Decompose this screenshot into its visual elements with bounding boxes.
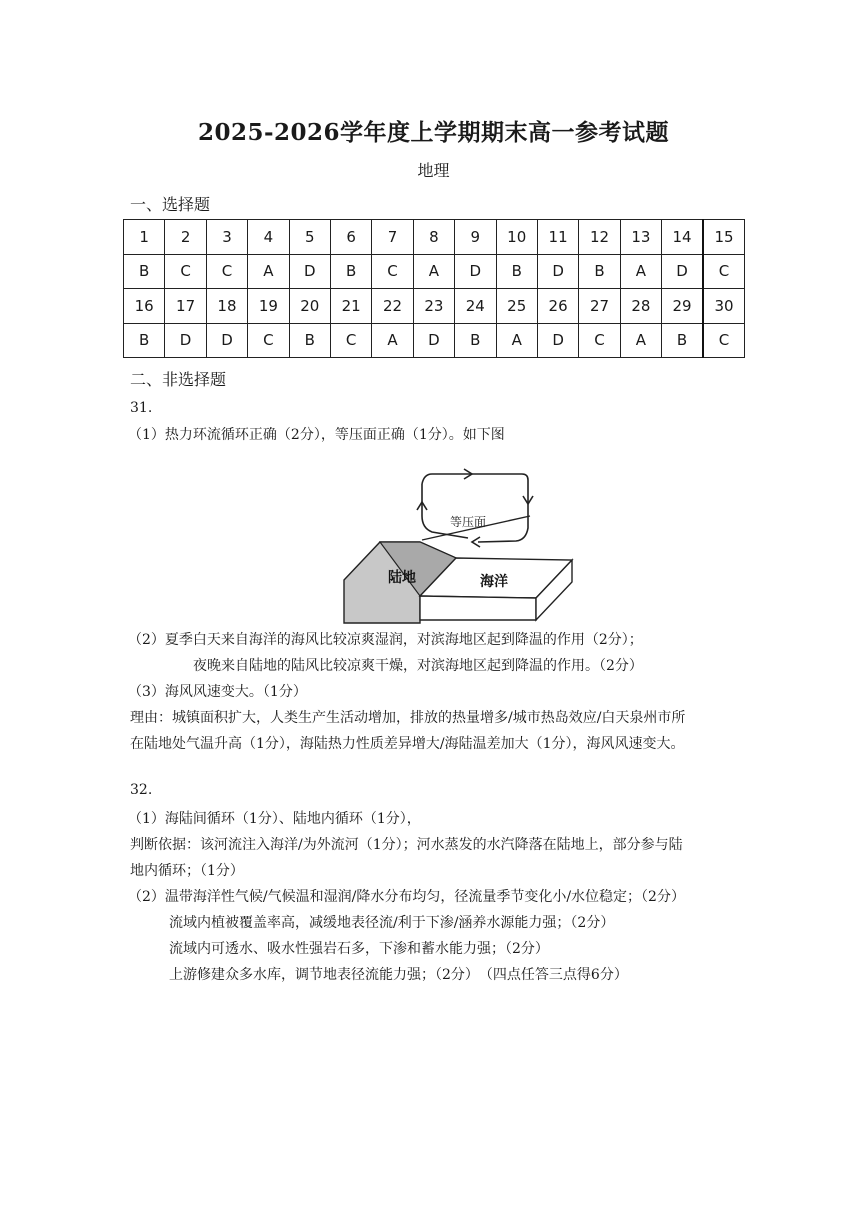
answer-cell: B (579, 254, 620, 289)
section-heading-choice: 一、选择题 (130, 195, 211, 214)
answer-cell: D (537, 254, 578, 289)
q31-part1: （1）热力环流循环正确（2分），等压面正确（1分）。如下图 (128, 427, 505, 443)
question-number-cell: 30 (703, 289, 745, 324)
section-heading-nonchoice: 二、非选择题 (130, 370, 227, 389)
question-number-cell: 14 (662, 220, 703, 255)
answer-cell: C (372, 254, 413, 289)
question-number-cell: 16 (124, 289, 165, 324)
answer-cell: A (496, 323, 537, 358)
answer-cell: C (703, 323, 745, 358)
answer-cell: C (248, 323, 289, 358)
answer-cell: B (330, 254, 371, 289)
question-number-cell: 27 (579, 289, 620, 324)
question-number-cell: 2 (165, 220, 206, 255)
question-number-cell: 19 (248, 289, 289, 324)
answer-cell: B (496, 254, 537, 289)
answer-cell: C (579, 323, 620, 358)
q32-part2-rock: 流域内可透水、吸水性强岩石多，下渗和蓄水能力强；（2分） (169, 941, 549, 957)
answer-cell: D (455, 254, 496, 289)
q32-part1: （1）海陆间循环（1分）、陆地内循环（1分）， (128, 811, 421, 827)
thermal-circulation-figure (340, 458, 580, 628)
answer-cell: D (206, 323, 247, 358)
answer-cell: A (248, 254, 289, 289)
circulation-loop (422, 474, 528, 542)
answer-row-answers-1 (124, 254, 745, 289)
question-number-cell: 5 (289, 220, 330, 255)
answer-cell: B (662, 323, 703, 358)
q32-part2: （2）温带海洋性气候/气候温和湿润/降水分布均匀，径流量季节变化小/水位稳定；（2分） (128, 889, 685, 905)
answer-row-answers-2 (124, 323, 745, 358)
question-number-cell: 15 (703, 220, 745, 255)
question-number-cell: 21 (330, 289, 371, 324)
q32-basis-line1: 判断依据：该河流注入海洋/为外流河（1分）；河水蒸发的水汽降落在陆地上，部分参与陆 (130, 837, 683, 853)
question-number-cell: 17 (165, 289, 206, 324)
answer-table (123, 219, 745, 358)
q32-basis-line2: 地内循环；（1分） (130, 863, 244, 879)
land-label: 陆地 (388, 570, 416, 586)
q31-part2-night: 夜晚来自陆地的陆风比较凉爽干燥，对滨海地区起到降温的作用。（2分） (193, 658, 643, 674)
question-number-cell: 8 (413, 220, 454, 255)
sea-front (420, 596, 536, 620)
question-32-number: 32. (130, 782, 153, 798)
answer-cell: A (372, 323, 413, 358)
question-number-cell: 13 (620, 220, 661, 255)
question-number-cell: 3 (206, 220, 247, 255)
answer-cell: D (289, 254, 330, 289)
question-number-cell: 29 (662, 289, 703, 324)
answer-cell: C (703, 254, 745, 289)
answer-cell: A (413, 254, 454, 289)
question-number-cell: 12 (579, 220, 620, 255)
q31-part3: （3）海风风速变大。（1分） (128, 684, 307, 700)
isobar-label: 等压面 (450, 515, 487, 529)
answer-cell: B (455, 323, 496, 358)
answer-row-numbers-2 (124, 289, 745, 324)
answer-cell: C (206, 254, 247, 289)
question-number-cell: 18 (206, 289, 247, 324)
q32-part2-reservoir: 上游修建众多水库，调节地表径流能力强；（2分） （四点任答三点得6分） (169, 967, 628, 983)
q32-part2-vegetation: 流域内植被覆盖率高，减缓地表径流/利于下渗/涵养水源能力强；（2分） (169, 915, 615, 931)
question-number-cell: 24 (455, 289, 496, 324)
answer-cell: D (413, 323, 454, 358)
exam-title: 2025-2026学年度上学期期末高一参考试题 (197, 119, 670, 146)
answer-cell: B (124, 254, 165, 289)
answer-cell: A (620, 323, 661, 358)
answer-cell: C (330, 323, 371, 358)
question-number-cell: 10 (496, 220, 537, 255)
question-number-cell: 26 (537, 289, 578, 324)
answer-cell: A (620, 254, 661, 289)
answer-cell: D (165, 323, 206, 358)
answer-cell: B (124, 323, 165, 358)
q31-part2-day: （2）夏季白天来自海洋的海风比较凉爽湿润，对滨海地区起到降温的作用（2分）； (128, 632, 643, 648)
question-number-cell: 7 (372, 220, 413, 255)
q31-reason-line1: 理由：城镇面积扩大，人类生产生活动增加，排放的热量增多/城市热岛效应/白天泉州市所 (130, 710, 686, 726)
question-number-cell: 20 (289, 289, 330, 324)
question-number-cell: 9 (455, 220, 496, 255)
answer-cell: B (289, 323, 330, 358)
question-number-cell: 25 (496, 289, 537, 324)
question-number-cell: 6 (330, 220, 371, 255)
sea-label: 海洋 (480, 574, 508, 590)
answer-cell: C (165, 254, 206, 289)
answer-row-numbers-1 (124, 220, 745, 255)
q31-reason-line2: 在陆地处气温升高（1分），海陆热力性质差异增大/海陆温差加大（1分），海风风速变大。 (130, 736, 685, 752)
question-31-number: 31. (130, 400, 153, 416)
subject-label: 地理 (417, 161, 450, 180)
answer-cell: D (537, 323, 578, 358)
question-number-cell: 22 (372, 289, 413, 324)
question-number-cell: 1 (124, 220, 165, 255)
question-number-cell: 4 (248, 220, 289, 255)
question-number-cell: 11 (537, 220, 578, 255)
question-number-cell: 23 (413, 289, 454, 324)
question-number-cell: 28 (620, 289, 661, 324)
answer-cell: D (662, 254, 703, 289)
